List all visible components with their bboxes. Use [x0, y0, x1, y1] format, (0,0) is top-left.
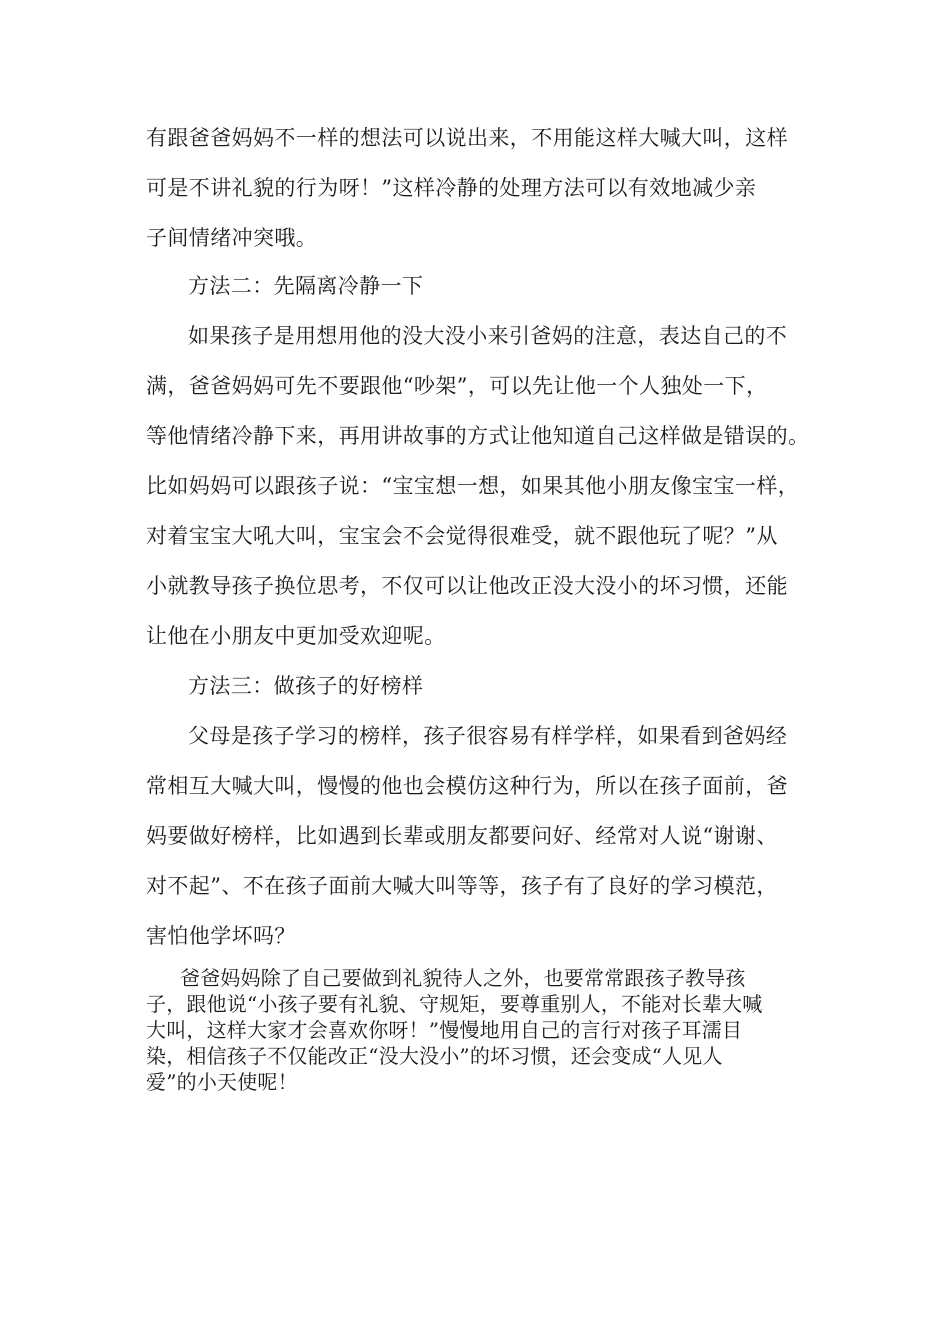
paragraph-line: 满，爸爸妈妈可先不要跟他“吵架”，可以先让他一个人独处一下， [146, 374, 768, 398]
paragraph-line: 父母是孩子学习的榜样，孩子很容易有样学样，如果看到爸妈经 [188, 724, 788, 748]
paragraph-line: 害怕他学坏吗？ [146, 924, 296, 948]
paragraph-line: 对不起”、不在孩子面前大喊大叫等等，孩子有了良好的学习模范， [146, 874, 778, 898]
paragraph-line: 子间情绪冲突哦。 [146, 226, 318, 250]
paragraph-line: 让他在小朋友中更加受欢迎呢。 [146, 624, 446, 648]
paragraph-line: 爸爸妈妈除了自己要做到礼貌待人之外，也要常常跟孩子教导孩 [180, 966, 746, 990]
paragraph-line: 比如妈妈可以跟孩子说：“宝宝想一想，如果其他小朋友像宝宝一样， [146, 474, 800, 498]
paragraph-line: 常相互大喊大叫，慢慢的他也会模仿这种行为，所以在孩子面前，爸 [146, 774, 788, 798]
paragraph-line: 等他情绪冷静下来，再用讲故事的方式让他知道自己这样做是错误的。 [146, 424, 810, 448]
paragraph-line: 染，相信孩子不仅能改正“没大没小”的坏习惯，还会变成“人见人 [146, 1044, 723, 1068]
paragraph-line: 对着宝宝大吼大叫，宝宝会不会觉得很难受，就不跟他玩了呢？”从 [146, 524, 778, 548]
section-heading-method-three: 方法三：做孩子的好榜样 [188, 674, 424, 698]
section-heading-method-two: 方法二：先隔离冷静一下 [188, 274, 424, 298]
paragraph-line: 如果孩子是用想用他的没大没小来引爸妈的注意，表达自己的不 [188, 324, 788, 348]
paragraph-line: 有跟爸爸妈妈不一样的想法可以说出来，不用能这样大喊大叫，这样 [146, 126, 788, 150]
paragraph-line: 小就教导孩子换位思考，不仅可以让他改正没大没小的坏习惯，还能 [146, 574, 788, 598]
paragraph-line: 妈要做好榜样，比如遇到长辈或朋友都要问好、经常对人说“谢谢、 [146, 824, 778, 848]
paragraph-line: 爱”的小天使呢！ [146, 1070, 298, 1094]
paragraph-line: 子，跟他说“小孩子要有礼貌、守规矩，要尊重别人，不能对长辈大喊 [146, 992, 763, 1016]
paragraph-line: 可是不讲礼貌的行为呀！”这样冷静的处理方法可以有效地减少亲 [146, 176, 757, 200]
paragraph-line: 大叫，这样大家才会喜欢你呀！”慢慢地用自己的言行对孩子耳濡目 [146, 1018, 743, 1042]
